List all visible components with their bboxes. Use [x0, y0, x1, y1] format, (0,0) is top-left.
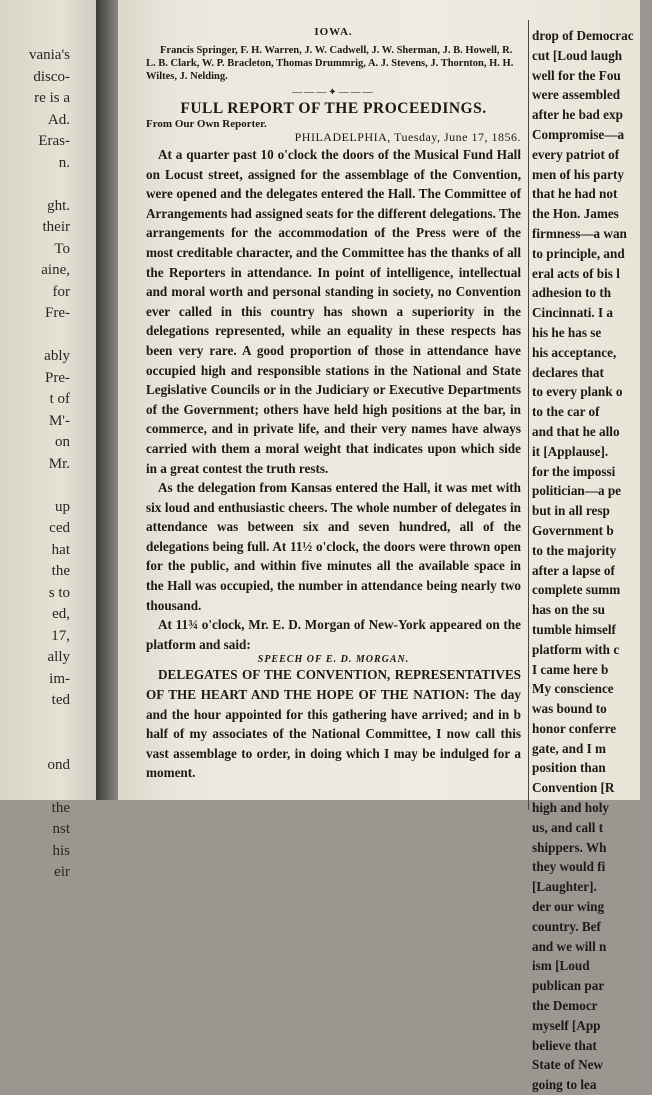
right-column-line: Cincinnati. I a — [532, 305, 613, 321]
right-column-line: shippers. Wh — [532, 839, 607, 855]
state-heading: IOWA. — [314, 26, 353, 38]
left-page-line: on — [55, 434, 70, 450]
left-page-line: hat — [51, 541, 70, 558]
left-page-line: ed, — [52, 606, 70, 622]
left-page-line: 17, — [51, 627, 70, 644]
right-column-line: honor conferre — [532, 720, 617, 736]
right-column-line: every patriot of — [532, 146, 620, 162]
right-column-line: firmness—a wan — [532, 225, 627, 241]
right-column-line: adhesion to th — [532, 285, 612, 301]
article-dateline: PHILADELPHIA, Tuesday, June 17, 1856. — [294, 130, 521, 144]
left-page-line: n. — [58, 154, 70, 171]
left-page-line: ally — [47, 649, 70, 665]
left-page-line: vania's — [28, 47, 70, 63]
right-column-line: politician—a pe — [532, 483, 622, 499]
right-column-line: after he bad exp — [532, 107, 623, 123]
right-column-line: der our wing — [532, 899, 605, 915]
right-column-line: eral acts of bis l — [532, 265, 620, 281]
left-page-line: M'- — [48, 412, 70, 429]
right-column-line: the Democr — [532, 998, 598, 1014]
right-column-line: to principle, and — [532, 245, 625, 261]
article-column — [146, 26, 521, 783]
left-page-line: their — [42, 219, 70, 235]
left-page-line: To — [54, 240, 70, 257]
right-column-line: high and holy — [532, 800, 609, 816]
right-column-line: us, and call t — [532, 819, 604, 835]
right-column-line: cut [Loud laugh — [532, 47, 623, 63]
right-column-line: complete summ — [532, 582, 621, 598]
left-page-line: re is a — [34, 90, 70, 106]
left-page-line: ght. — [47, 197, 70, 214]
left-page-line: ted — [51, 692, 70, 708]
right-column-line: were assembled — [532, 87, 621, 103]
right-column-line: ism [Loud — [532, 958, 590, 974]
right-column-line: Government b — [532, 522, 614, 538]
right-column — [532, 26, 652, 1095]
right-column-line: declares that — [532, 364, 604, 380]
left-page-line: disco- — [33, 68, 70, 85]
right-column-line: men of his party — [532, 166, 624, 182]
right-column-line: has on the su — [532, 602, 605, 618]
delegates-list: Francis Springer, F. H. Warren, J. W. Cadwell, J. W. Sherman, J. B. Howell, R. L. B. Clark, W. P. Bracleton, Thomas Drummrig, A. J. Stevens, J. Thornton, H. H. Wiltes, J. Nelding. — [146, 45, 514, 82]
column-rule — [528, 20, 529, 810]
article-headline: FULL REPORT OF THE PROCEEDINGS. — [180, 100, 487, 117]
right-column-line: but in all resp — [532, 503, 610, 519]
left-page-line: Pre- — [45, 369, 70, 386]
right-column-line: publican par — [532, 978, 605, 994]
right-column-line: for the impossi — [532, 463, 616, 479]
left-page-line: his — [52, 842, 70, 859]
left-page-line: for — [52, 283, 70, 300]
paragraph-arrival: At a quarter past 10 o'clock the doors of the Musical Fund Hall on Locust street, assigned for the assemblage of the Convention, were opened and the delegates entered the Hall. The Committee of Arrangements had assigned seats for the different delegations. The arrangements for the accommodation of the Press were of the most creditable character, and the Committee has the thanks of all the Reporters in attendance. In point of intelligence, intellectual and moral worth and personal standing in society, no Convention ever called in this country has shown a superiority in the delegations represented, while an equality in these respects has been very rare. A good proportion of those in attendance have occupied high and responsible stations in the National and State Legislative Councils or in the Judiciary or Executive Departments of the Government; others have held high positions at the bar, in commerce, and in private life, and their very names have always carried with them a moral weight that indicates upon which side in a great contest the truth rests. — [146, 147, 521, 476]
left-page-line: im- — [49, 670, 70, 687]
left-page-line: the — [51, 563, 70, 579]
left-page-line: aine, — [41, 262, 70, 278]
section-divider: ———✦——— — [292, 87, 375, 98]
right-column-line: and we will n — [532, 938, 607, 954]
right-column-line: My conscience — [532, 681, 614, 697]
right-column-line: position than — [532, 760, 606, 776]
left-page-line: Fre- — [45, 305, 70, 321]
left-page-line: Mr. — [48, 455, 70, 472]
right-column-line: I came here b — [532, 661, 609, 677]
right-column-line: the Hon. James — [532, 206, 619, 222]
left-page-line: nst — [52, 821, 70, 837]
left-page-line: s to — [48, 584, 70, 601]
left-page-line: Ad. — [47, 111, 70, 128]
right-column-line: to the majority — [532, 542, 617, 558]
right-column-line: drop of Democrac — [532, 28, 634, 43]
right-column-line: they would fi — [532, 859, 606, 875]
left-page-line: up — [55, 498, 70, 515]
right-column-line: his he has se — [532, 324, 602, 340]
right-column-line: after a lapse of — [532, 562, 615, 578]
right-column-line: it [Applause]. — [532, 443, 609, 459]
paragraph-morgan: At 11¾ o'clock, Mr. E. D. Morgan of New-York appeared on the platform and said: — [146, 617, 521, 652]
right-column-line: and that he allo — [532, 423, 620, 439]
left-facing-page — [0, 0, 100, 880]
left-page-line: ably — [44, 348, 70, 364]
right-column-line: to the car of — [532, 404, 600, 420]
article-byline: From Our Own Reporter. — [146, 118, 267, 130]
left-page-line: ond — [47, 756, 70, 773]
left-page-line: t of — [49, 391, 70, 407]
right-column-line: Convention [R — [532, 780, 615, 796]
right-column-line: that he had not — [532, 186, 618, 202]
left-page-line: ced — [49, 520, 70, 536]
left-page-line: Eras- — [38, 133, 70, 149]
right-column-line: his acceptance, — [532, 344, 617, 360]
speech-heading: SPEECH OF E. D. MORGAN. — [257, 654, 410, 666]
right-column-line: was bound to — [532, 701, 607, 717]
paragraph-kansas: As the delegation from Kansas entered the Hall, it was met with six loud and enthusiastic cheers. The whole number of delegates in attendance was between six and seven hundred, all of the delegations being full. At 11½ o'clock, the doors were thrown open for the public, and within five minutes all the available space in the Hall was occupied, the number in attendance being nearly two thousand. — [146, 480, 521, 613]
left-page-line: eir — [54, 864, 70, 880]
right-column-line: well for the Fou — [532, 67, 621, 83]
right-column-line: going to lea — [532, 1077, 597, 1093]
paragraph-speech: DELEGATES OF THE CONVENTION, REPRESENTATIVES OF THE HEART AND THE HOPE OF THE NATION: The day and the hour appointed for this gathering have arrived; and in b half of my associates of the National Committee, I now call this vast assemblage to order, in doing which I may be indulged for a moment. — [146, 667, 521, 781]
main-newspaper-page — [118, 0, 640, 1093]
right-column-line: [Laughter]. — [532, 879, 597, 895]
right-column-line: country. Bef — [532, 918, 601, 934]
right-column-line: gate, and I m — [532, 740, 606, 756]
right-column-line: State of New — [532, 1057, 604, 1073]
right-column-line: tumble himself — [532, 621, 616, 637]
right-column-line: platform with c — [532, 641, 620, 657]
left-page-line: the — [51, 799, 70, 816]
right-column-line: Compromise—a — [532, 126, 625, 142]
right-column-line: to every plank o — [532, 384, 623, 400]
right-column-line: believe that — [532, 1037, 597, 1053]
right-column-line: myself [App — [532, 1017, 601, 1033]
